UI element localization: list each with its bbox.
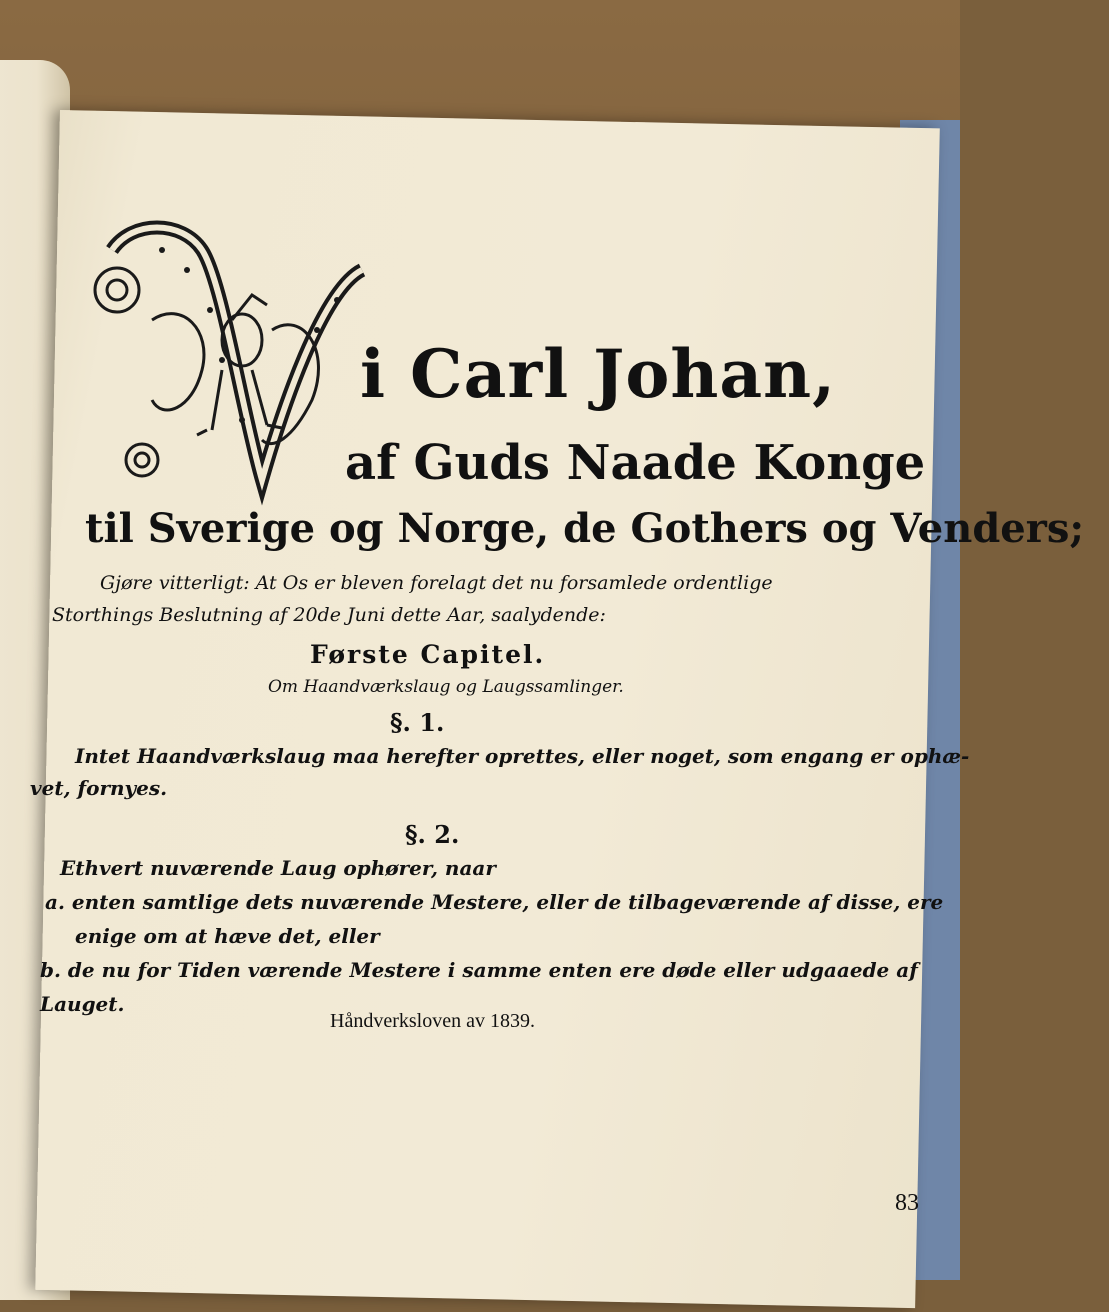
heading-line-3: til Sverige og Norge, de Gothers og Venders; xyxy=(85,505,1085,552)
section-1-line-2: vet, fornyes. xyxy=(30,776,168,800)
heading-line-1: i Carl Johan, xyxy=(360,335,837,413)
section-2-number: §. 2. xyxy=(405,820,460,849)
page-content xyxy=(30,110,1085,1290)
chapter-subtitle: Om Haandværkslaug og Laugssamlinger. xyxy=(268,677,624,697)
section-2-line-4: b. de nu for Tiden værende Mestere i samme enten ere døde eller udgaaede af xyxy=(40,958,918,982)
chapter-title: Første Capitel. xyxy=(310,640,546,669)
section-1-line-1: Intet Haandværkslaug maa herefter oprettes, eller noget, som engang er ophæ- xyxy=(75,744,970,768)
book-page xyxy=(30,110,1085,1308)
section-2-line-3: enige om at hæve det, eller xyxy=(75,924,380,948)
decorative-initial-v xyxy=(92,210,382,500)
intro-line-1: Gjøre vitterligt: At Os er bleven forelagt det nu forsamlede ordentlige xyxy=(100,572,773,594)
page-number: 83 xyxy=(895,1190,919,1216)
heading-line-2: af Guds Naade Konge xyxy=(345,435,926,491)
section-2-line-5: Lauget. xyxy=(40,992,125,1016)
section-2-line-2: a. enten samtlige dets nuværende Mestere, eller de tilbageværende af disse, ere xyxy=(45,890,944,914)
section-2-line-1: Ethvert nuværende Laug ophører, naar xyxy=(60,856,496,880)
caption: Håndverksloven av 1839. xyxy=(330,1010,535,1032)
intro-line-2: Storthings Beslutning af 20de Juni dette Aar, saalydende: xyxy=(52,604,606,626)
section-1-number: §. 1. xyxy=(390,708,445,737)
